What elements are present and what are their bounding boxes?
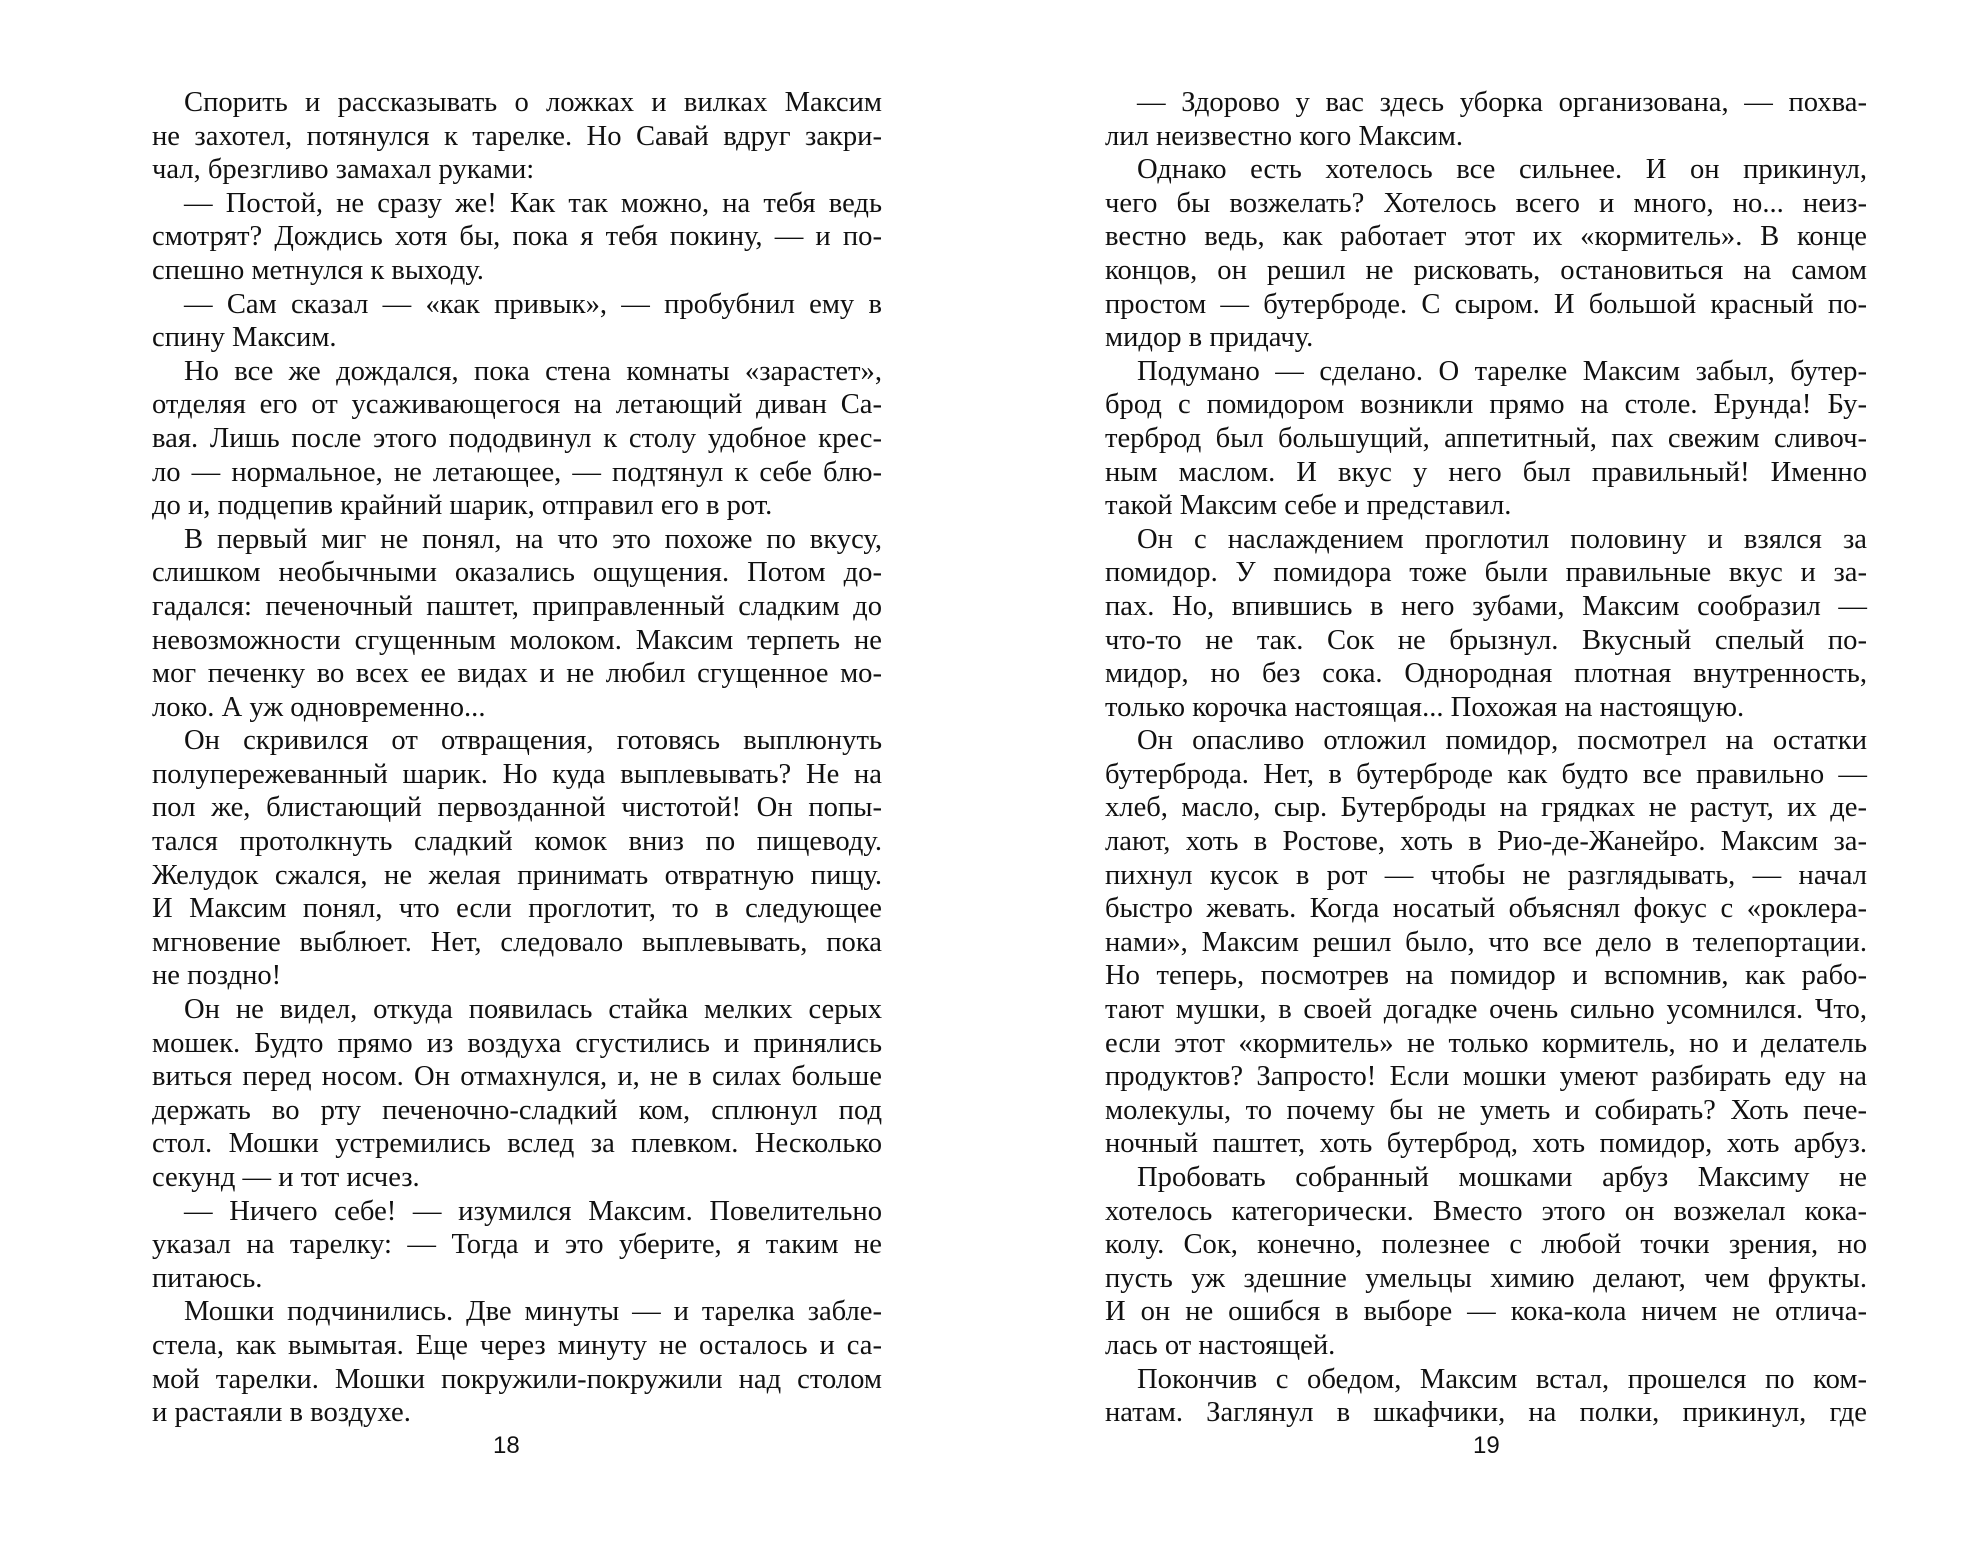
text-line: Он опасливо отложил помидор, посмотрел на остатки (1137, 725, 1867, 757)
right-page (1105, 86, 1867, 1486)
text-line: мгновение выблюет. Нет, следовало выплевывать, пока (152, 926, 882, 958)
text-line: хлеб, масло, сыр. Бутерброды на грядках не растут, их де- (1105, 792, 1867, 824)
text-line: мой тарелки. Мошки покружили-покружили над столом (152, 1363, 882, 1395)
text-line: такой Максим себе и представил. (1105, 490, 1512, 522)
text-line: слишком необычными оказались ощущения. Потом до- (152, 557, 882, 589)
text-line: отделяя его от усаживающегося на летающий диван Са- (152, 389, 882, 421)
text-line: Но теперь, посмотрев на помидор и вспомнив, как рабо- (1105, 960, 1867, 992)
text-line: что-то не так. Сок не брызнул. Вкусный спелый по- (1105, 624, 1867, 656)
text-line: гадался: печеночный паштет, приправленный сладким до (152, 590, 882, 622)
text-line: Однако есть хотелось все сильнее. И он прикинул, (1137, 154, 1867, 186)
text-line: не захотел, потянулся к тарелке. Но Савай вдруг закри- (152, 120, 882, 152)
text-line: не поздно! (152, 960, 282, 992)
text-line: держать во рту печеночно-сладкий ком, сплюнул под (152, 1094, 882, 1126)
text-line: виться перед носом. Он отмахнулся, и, не в силах больше (152, 1061, 882, 1093)
text-line: терброд был большущий, аппетитный, пах свежим сливоч- (1105, 422, 1867, 454)
text-line: бутерброда. Нет, в бутерброде как будто все правильно — (1105, 758, 1867, 790)
text-line: секунд — и тот исчез. (152, 1162, 420, 1193)
text-line: стела, как вымытая. Еще через минуту не осталось и са- (152, 1329, 882, 1361)
text-line: концов, он решил не рисковать, остановиться на самом (1105, 254, 1867, 286)
text-line: пол же, блистающий первозданной чистотой! Он попы- (152, 792, 882, 824)
page-number-left: 18 (493, 1432, 520, 1459)
text-line: Он скривился от отвращения, готовясь выплюнуть (184, 725, 882, 757)
text-line: Мошки подчинились. Две минуты — и тарелка забле- (184, 1296, 882, 1328)
text-line: молекулы, то почему бы не уметь и собирать? Хоть пече- (1105, 1094, 1867, 1126)
text-line: питаюсь. (152, 1262, 263, 1294)
text-line: — Ничего себе! — изумился Максим. Повелительно (184, 1195, 882, 1227)
text-line: чал, брезгливо замахал руками: (152, 154, 535, 186)
text-line: простом — бутерброде. С сыром. И большой красный по- (1105, 288, 1867, 320)
text-line: вестно ведь, как работает этот их «кормитель». В конце (1105, 221, 1867, 253)
text-line: Но все же дождался, пока стена комнаты «зарастет», (184, 355, 882, 387)
left-page (152, 86, 882, 1486)
text-line: помидор. У помидора тоже были правильные вкус и за- (1105, 557, 1867, 589)
text-line: — Постой, не сразу же! Как так можно, на тебя ведь (184, 187, 882, 219)
right-page-text (1105, 86, 1867, 1430)
text-line: смотрят? Дождись хотя бы, пока я тебя покину, — и по- (152, 221, 882, 253)
text-line: Подумано — сделано. О тарелке Максим забыл, бутер- (1137, 355, 1867, 387)
text-line: только корочка настоящая... Похожая на настоящую. (1105, 691, 1745, 723)
text-line: пах. Но, впившись в него зубами, Максим сообразил — (1105, 590, 1867, 622)
text-line: лают, хоть в Ростове, хоть в Рио-де-Жанейро. Максим за- (1105, 826, 1867, 858)
text-line: полупережеванный шарик. Но куда выплевывать? Не на (152, 758, 882, 790)
text-line: лил неизвестно кого Максим. (1105, 120, 1463, 152)
text-line: Желудок сжался, не желая принимать отвратную пищу. (152, 859, 882, 891)
text-line: лась от настоящей. (1105, 1329, 1336, 1361)
text-line: указал на тарелку: — Тогда и это уберите, я таким не (152, 1229, 882, 1261)
text-line: — Сам сказал — «как привык», — пробубнил ему в (184, 288, 882, 320)
text-line: Пробовать собранный мошками арбуз Максиму не (1137, 1162, 1867, 1193)
text-line: невозможности сгущенным молоком. Максим терпеть не (152, 624, 882, 656)
text-line: колу. Сок, конечно, полезнее с любой точки зрения, но (1105, 1229, 1867, 1261)
text-line: ным маслом. И вкус у него был правильный! Именно (1105, 456, 1867, 488)
text-line: вая. Лишь после этого пододвинул к столу удобное крес- (152, 422, 882, 454)
text-line: натам. Заглянул в шкафчики, на полки, прикинул, где (1105, 1397, 1867, 1429)
text-line: быстро жевать. Когда носатый объяснял фокус с «роклера- (1105, 893, 1867, 925)
text-line: мидор, но без сока. Однородная плотная внутренность, (1105, 658, 1867, 690)
text-line: и растаяли в воздухе. (152, 1397, 411, 1429)
text-line: — Здорово у вас здесь уборка организована, — похва- (1137, 87, 1867, 118)
text-line: Он с наслаждением проглотил половину и взялся за (1137, 523, 1867, 555)
text-line: продуктов? Запросто! Если мошки умеют разбирать еду на (1105, 1061, 1867, 1093)
text-line: мог печенку во всех ее видах и не любил сгущенное мо- (152, 658, 882, 690)
text-line: тался протолкнуть сладкий комок вниз по пищеводу. (152, 826, 882, 858)
text-line: Покончив с обедом, Максим встал, прошелся по ком- (1137, 1363, 1867, 1395)
text-line: чего бы возжелать? Хотелось всего и много, но... неиз- (1105, 187, 1867, 219)
text-line: нами», Максим решил было, что все дело в телепортации. (1105, 926, 1867, 958)
text-line: брод с помидором возникли прямо на столе. Ерунда! Бу- (1105, 389, 1867, 421)
text-line: локо. А уж одновременно... (152, 691, 486, 723)
text-line: если этот «кормитель» не только кормитель, но и делатель (1105, 1027, 1867, 1059)
text-line: пусть уж здешние умельцы химию делают, чем фрукты. (1105, 1262, 1867, 1294)
text-line: Спорить и рассказывать о ложках и вилках Максим (184, 87, 882, 118)
text-line: пихнул кусок в рот — чтобы не разглядывать, — начал (1105, 859, 1867, 891)
text-line: И Максим понял, что если проглотит, то в следующее (152, 893, 882, 925)
text-line: спину Максим. (152, 322, 337, 354)
text-line: мидор в придачу. (1105, 322, 1314, 354)
text-line: мошек. Будто прямо из воздуха сгустились и принялись (152, 1027, 882, 1059)
text-line: до и, подцепив крайний шарик, отправил его в рот. (152, 490, 773, 522)
text-line: тают мушки, в своей догадке очень сильно усомнился. Что, (1105, 994, 1867, 1026)
text-line: ло — нормальное, не летающее, — подтянул к себе блю- (152, 456, 882, 488)
left-page-text (152, 86, 882, 1430)
text-line: хотелось категорически. Вместо этого он возжелал кока- (1105, 1195, 1867, 1227)
page-number-right: 19 (1473, 1432, 1500, 1459)
text-line: И он не ошибся в выборе — кока-кола ничем не отлича- (1105, 1296, 1867, 1328)
text-line: стол. Мошки устремились вслед за плевком. Несколько (152, 1128, 882, 1160)
text-line: В первый миг не понял, на что это похоже по вкусу, (184, 523, 882, 555)
text-line: спешно метнулся к выходу. (152, 254, 484, 286)
text-line: ночный паштет, хоть бутерброд, хоть помидор, хоть арбуз. (1105, 1128, 1867, 1160)
text-line: Он не видел, откуда появилась стайка мелких серых (184, 994, 882, 1026)
